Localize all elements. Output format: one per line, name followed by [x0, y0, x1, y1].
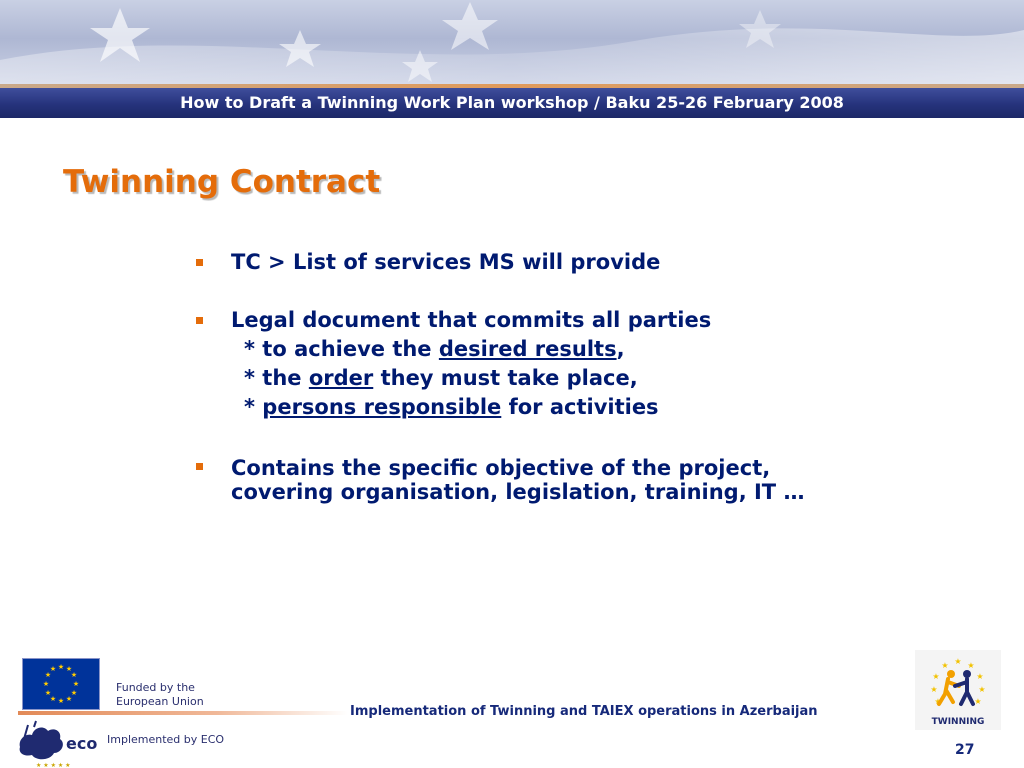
- sub-item-prefix: * the: [244, 366, 309, 390]
- bullet-item: [194, 306, 954, 335]
- sub-item-suffix: for activities: [501, 395, 659, 419]
- svg-text:★: ★: [930, 685, 938, 694]
- eco-logo-icon: [14, 717, 100, 767]
- funded-line1: Funded by the: [116, 681, 195, 694]
- svg-text:★: ★: [65, 665, 73, 673]
- sub-item: [194, 393, 954, 422]
- bullet-square-icon: [196, 259, 203, 266]
- link-desired-results[interactable]: desired results: [438, 337, 617, 361]
- header-banner: [0, 0, 1024, 86]
- eco-logo-text: eco: [66, 734, 98, 753]
- svg-text:★: ★: [57, 697, 65, 705]
- bullet-text: TC > List of services MS will provide: [231, 250, 661, 274]
- svg-text:★: ★: [65, 695, 73, 703]
- footer-accent-line: [18, 711, 348, 715]
- svg-text:★: ★: [978, 685, 986, 694]
- svg-text:★: ★: [72, 680, 80, 688]
- bullet-text-line2: covering organisation, legislation, training, IT …: [231, 480, 805, 504]
- svg-text:★: ★: [49, 695, 57, 703]
- svg-text:★: ★: [974, 697, 982, 706]
- bullet-square-icon: [196, 463, 203, 470]
- svg-text:★: ★: [967, 661, 975, 670]
- funded-by-text: [116, 681, 204, 709]
- implemented-by-text: Implemented by ECO: [107, 733, 225, 746]
- sub-item-prefix: * to achieve the: [244, 337, 439, 361]
- slide-title: Twinning Contract: [63, 164, 381, 200]
- sub-item: [194, 335, 954, 364]
- page-number: 27: [955, 742, 975, 758]
- svg-text:★: ★: [49, 665, 57, 673]
- svg-text:★: ★: [932, 672, 940, 681]
- bullet-item: [194, 452, 954, 504]
- sub-item: [194, 364, 954, 393]
- svg-text:★: ★: [42, 680, 50, 688]
- svg-text:★: ★: [70, 689, 78, 697]
- bullet-item: [194, 248, 954, 277]
- star-decoration-icon: [0, 0, 1024, 86]
- svg-text:★: ★: [954, 657, 962, 666]
- svg-text:★: ★: [976, 672, 984, 681]
- header-title: How to Draft a Twinning Work Plan workshop / Baku 25-26 February 2008: [0, 88, 1024, 118]
- svg-text:★: ★: [934, 697, 942, 706]
- sub-item-prefix: *: [244, 395, 263, 419]
- svg-text:★: ★: [941, 661, 949, 670]
- link-persons-responsible[interactable]: persons responsible: [262, 395, 502, 419]
- svg-text:★: ★: [44, 671, 52, 679]
- funded-line2: European Union: [116, 695, 204, 708]
- sub-item-suffix: ,: [616, 337, 625, 361]
- svg-text:★: ★: [70, 671, 78, 679]
- svg-text:★: ★: [57, 663, 65, 671]
- footer-center-text: Implementation of Twinning and TAIEX operations in Azerbaijan: [350, 704, 818, 719]
- eu-flag-icon: [22, 658, 100, 710]
- svg-text:★: ★: [44, 689, 52, 697]
- bullet-square-icon: [196, 317, 203, 324]
- sub-item-suffix: they must take place,: [373, 366, 638, 390]
- bullet-text: Legal document that commits all parties: [231, 308, 712, 332]
- twinning-logo-icon: [915, 650, 1001, 730]
- link-order[interactable]: order: [308, 366, 374, 390]
- twinning-logo-text: TWINNING: [931, 717, 985, 727]
- slide-body: [194, 248, 954, 504]
- svg-text:★ ★ ★ ★ ★: ★ ★ ★ ★ ★: [36, 762, 71, 767]
- bullet-text-line1: Contains the specific objective of the project,: [231, 456, 771, 480]
